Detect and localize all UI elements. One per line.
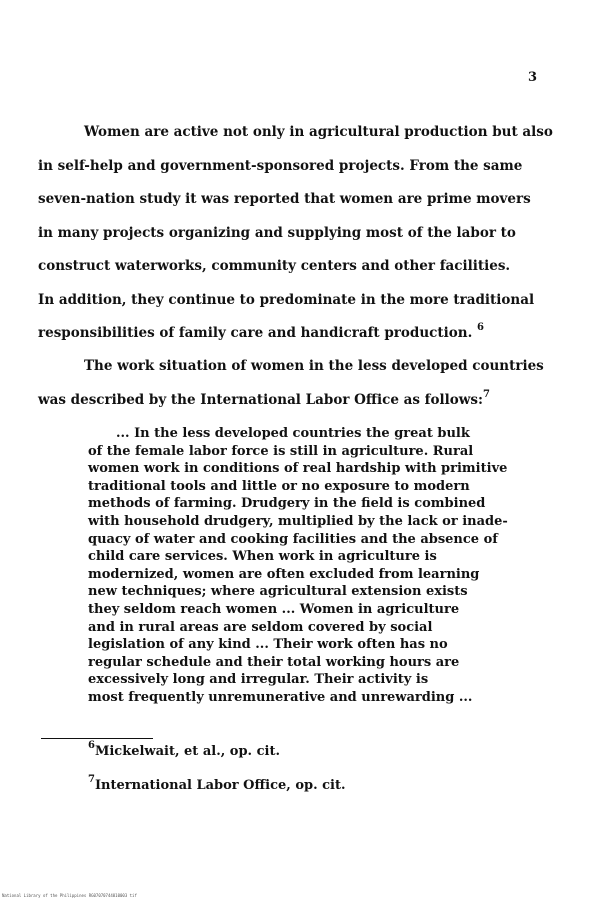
paragraph-1: [38, 116, 558, 351]
footnote-mark: 7: [88, 774, 95, 785]
text-line: Women are active not only in agricultural production but also: [84, 124, 553, 140]
footnote-mark: 6: [88, 740, 95, 751]
quote-line: of the female labor force is still in agriculture. Rural: [88, 443, 474, 459]
page-number: 3: [528, 70, 538, 85]
block-quote: [88, 425, 558, 707]
footnote-text: International Labor Office, op. cit.: [94, 778, 346, 793]
text-line: in many projects organizing and supplying most of the labor to: [38, 224, 516, 241]
footnote-ref-6: 6: [476, 322, 484, 333]
quote-line: they seldom reach women ... Women in agriculture: [88, 601, 460, 617]
text-line: seven-nation study it was reported that women are prime movers: [38, 191, 531, 207]
footnote-6: [88, 740, 280, 759]
quote-line: traditional tools and little or no exposure to modern: [88, 478, 470, 494]
text-line: in self-help and government-sponsored projects. From the same: [38, 157, 523, 174]
text-line: In addition, they continue to predominate in the more traditional: [38, 291, 535, 308]
text-segment: responsibilities of family care and handicraft production.: [38, 325, 473, 341]
quote-line: legislation of any kind ... Their work often has no: [88, 637, 448, 653]
text-line-with-ref: [38, 384, 558, 418]
quote-line: new techniques; where agricultural extension exists: [88, 584, 468, 600]
quote-line: modernized, women are often excluded from learning: [88, 566, 480, 582]
text-line-with-ref: [38, 317, 558, 351]
quote-line: excessively long and irregular. Their activity is: [88, 672, 429, 688]
quote-line: women work in conditions of real hardship with primitive: [88, 461, 508, 477]
quote-line: most frequently unremunerative and unrewarding ...: [88, 689, 473, 705]
text-line: construct waterworks, community centers and other facilities.: [38, 258, 511, 274]
quote-line: child care services. When work in agriculture is: [88, 549, 437, 565]
quote-line: with household drudgery, multiplied by the lack or inade-: [88, 513, 508, 529]
footnote-divider: [41, 738, 153, 739]
footnote-text: Mickelwait, et al., op. cit.: [94, 744, 280, 759]
footnote-7: [88, 774, 346, 793]
quote-line: quacy of water and cooking facilities and the absence of: [88, 531, 498, 547]
paragraph-2: [38, 350, 558, 417]
quote-line: regular schedule and their total working hours are: [88, 654, 460, 670]
quote-line: methods of farming. Drudgery in the field is combined: [88, 496, 486, 512]
archive-stamp: National Library of the Philippines RG07070744010003 tif: [2, 893, 137, 898]
quote-line: ... In the less developed countries the great bulk: [116, 426, 470, 441]
quote-line: and in rural areas are seldom covered by social: [88, 619, 433, 635]
footnote-ref-7: 7: [482, 388, 490, 400]
text-line: The work situation of women in the less developed countries: [84, 358, 544, 374]
text-segment: was described by the International Labor Office as follows:: [38, 391, 483, 408]
